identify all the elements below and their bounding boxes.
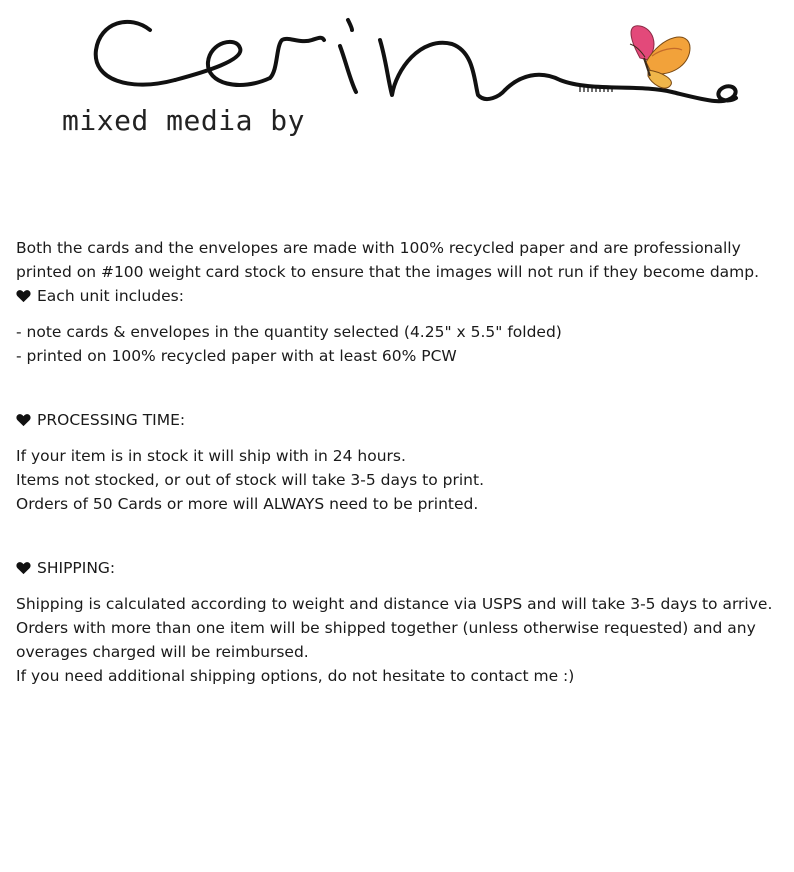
section-heading-text: Each unit includes: (37, 287, 184, 305)
section-shipping (16, 556, 776, 688)
intro-paragraph: Both the cards and the envelopes are made with 100% recycled paper and are professionally printed on #100 weight card stock to ensure that the images will not run if they become damp. (16, 239, 760, 281)
section-line: Items not stocked, or out of stock will take 3-5 days to print. (16, 471, 485, 489)
section-line: Orders of 50 Cards or more will ALWAYS need to be printed. (16, 495, 479, 513)
section-line: Shipping is calculated according to weight and distance via USPS and will take 3-5 days to arrive. (16, 595, 773, 613)
brand-tagline: mixed media by (62, 104, 306, 137)
section-processing-time (16, 408, 776, 516)
section-heading-text: SHIPPING: (37, 559, 116, 577)
product-details (16, 236, 776, 688)
section-heading (16, 408, 776, 432)
butterfly-icon (630, 26, 690, 88)
spacer (16, 516, 776, 556)
section-line: - printed on 100% recycled paper with at least 60% PCW (16, 347, 457, 365)
section-heading (16, 284, 776, 308)
brand-header (0, 0, 794, 150)
heart-icon (16, 561, 31, 575)
spacer (16, 368, 776, 408)
section-heading-text: PROCESSING TIME: (37, 411, 186, 429)
section-heading (16, 556, 776, 580)
heart-icon (16, 413, 31, 427)
section-line: Orders with more than one item will be shipped together (unless otherwise requested) and any overages charged will be reimbursed. (16, 619, 756, 661)
heart-icon (16, 289, 31, 303)
section-unit-includes (16, 284, 776, 368)
section-line: If you need additional shipping options, do not hesitate to contact me :) (16, 667, 575, 685)
section-line: - note cards & envelopes in the quantity selected (4.25" x 5.5" folded) (16, 323, 562, 341)
section-line: If your item is in stock it will ship with in 24 hours. (16, 447, 406, 465)
